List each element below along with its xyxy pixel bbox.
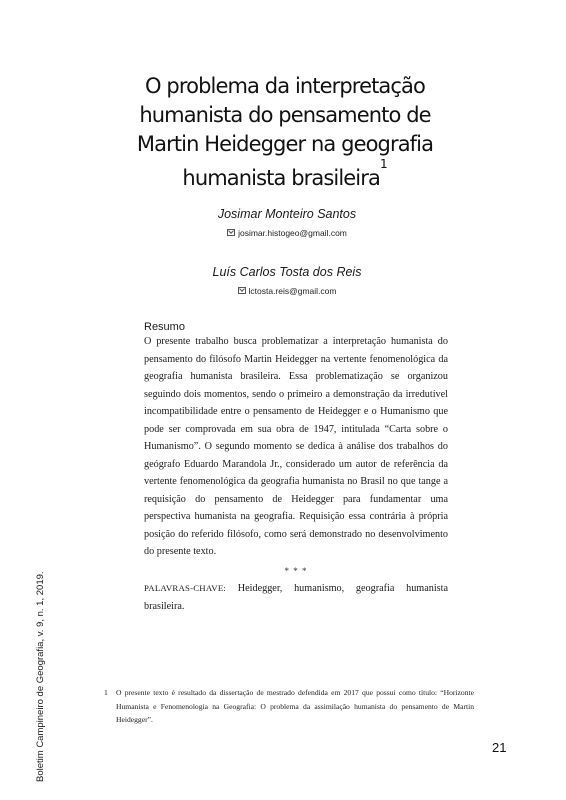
abstract-heading: Resumo bbox=[144, 321, 185, 333]
title-line-4: humanista brasileira bbox=[182, 166, 380, 190]
envelope-icon bbox=[227, 229, 235, 236]
title-line-1: O problema da interpretação bbox=[145, 74, 425, 98]
footnote bbox=[104, 686, 474, 727]
journal-citation: Boletim Campineiro de Geografia, v. 9, n. 1, 2019. bbox=[35, 571, 46, 782]
author-email-1-text[interactable]: josimar.histogeo@gmail.com bbox=[238, 228, 347, 238]
keywords-label: PALAVRAS-CHAVE: bbox=[144, 583, 227, 593]
title-line-3: Martin Heidegger na geografia bbox=[136, 132, 434, 156]
envelope-icon bbox=[238, 287, 246, 294]
author-email-2[interactable] bbox=[4, 286, 566, 296]
footnote-text: O presente texto é resultado da dissertação de mestrado defendida em 2017 que possui como título: “Horizonte Humanista e Fenomenologia na Geografia: O problema da assimilação humanista do pensamento de Martin Heidegger”. bbox=[116, 688, 474, 724]
author-email-1[interactable] bbox=[4, 228, 566, 238]
author-name-2: Luís Carlos Tosta dos Reis bbox=[212, 265, 362, 279]
footnote-number: 1 bbox=[104, 688, 108, 697]
author-email-2-text[interactable]: lctosta.reis@gmail.com bbox=[248, 286, 337, 296]
author-name-1: Josimar Monteiro Santos bbox=[217, 207, 357, 221]
keywords-text: Heidegger, humanismo, geografia humanista brasileira. bbox=[144, 583, 448, 612]
article-title bbox=[110, 72, 460, 193]
keywords bbox=[144, 580, 448, 615]
title-footnote-marker[interactable]: 1 bbox=[379, 157, 388, 171]
title-line-2: humanista do pensamento de bbox=[139, 103, 431, 127]
abstract-text: O presente trabalho busca problematizar a interpretação humanista do pensamento do filósofo Martin Heidegger na vertente fenomenológica da geografia humanista brasileira. Essa problematização se organizou seguindo dois momentos, sendo o primeiro a demonstração da irredutível incompatibilidade entre o pensamento de Heidegger e o Humanismo que pode ser comprovada em sua obra de 1947, intitulada “Carta sobre o Humanismo”. O segundo momento se dedica à análise dos trabalhos do geógrafo Eduardo Marandola Jr., considerado um autor de referência da vertente fenomenológica da geografia humanista no Brasil no que tange a requisição do pensamento de Heidegger para fundamentar uma perspectiva humanista na geografia. Requisição essa contrária à própria posição do referido filósofo, como será demonstrado no desenvolvimento do presente texto. bbox=[144, 336, 448, 557]
section-separator: * * * bbox=[284, 566, 308, 576]
page-number: 21 bbox=[492, 740, 507, 755]
